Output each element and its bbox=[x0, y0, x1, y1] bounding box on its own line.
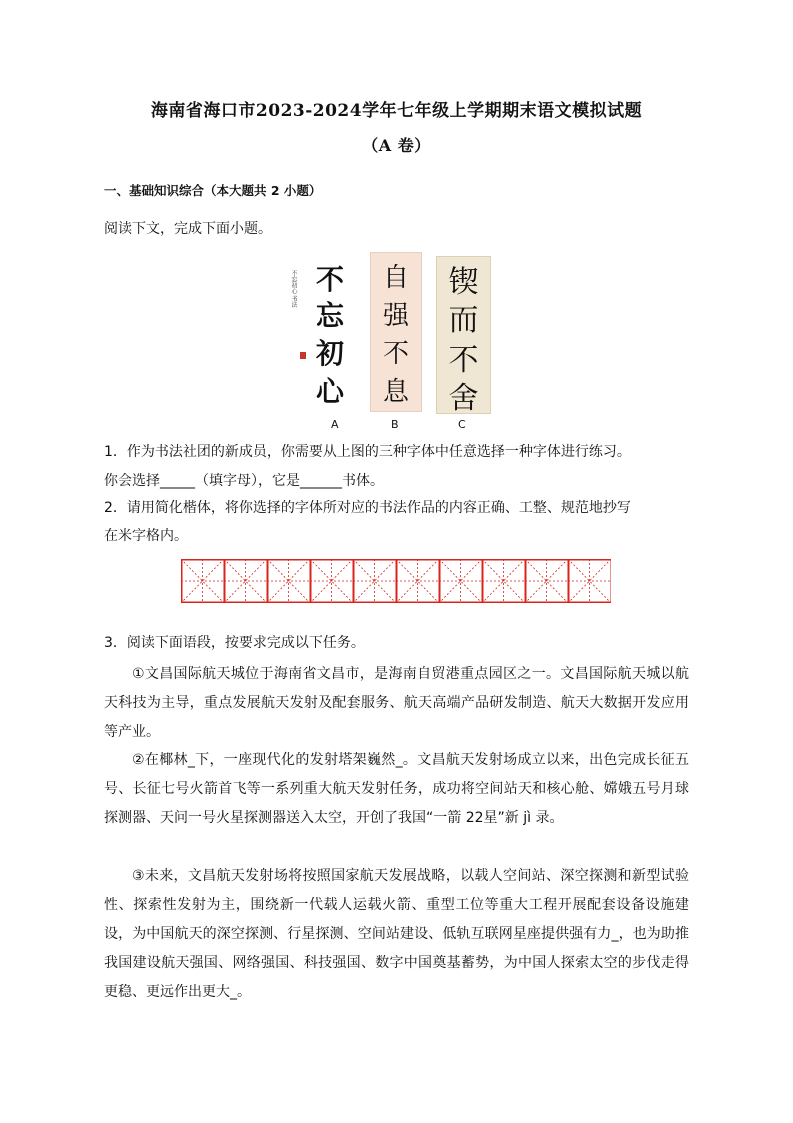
page-subtitle: （A 卷） bbox=[362, 136, 431, 155]
calligraphy-b-char-3: 不 bbox=[382, 339, 409, 369]
calligraphy-c-char-1: 锲 bbox=[448, 265, 479, 300]
calligraphy-b-char-1: 自 bbox=[382, 263, 409, 293]
section-heading: 一、基础知识综合（本大题共 2 小题） bbox=[104, 183, 322, 198]
question-1-line-1: 1．作为书法社团的新成员，你需要从上图的三种字体中任意选择一种字体进行练习。 bbox=[104, 444, 631, 460]
calligraphy-b-image bbox=[370, 252, 422, 412]
calligraphy-a-char-4: 心 bbox=[315, 375, 344, 408]
calligraphy-c-image bbox=[436, 256, 491, 414]
question-2-line-1: 2．请用简化楷体，将你选择的字体所对应的书法作品的内容正确、工整、规范地抄写 bbox=[104, 500, 631, 516]
label-a: A bbox=[331, 418, 339, 431]
calligraphy-a-char-3: 初 bbox=[315, 337, 344, 370]
calligraphy-a-char-1: 不 bbox=[315, 263, 344, 296]
passage-paragraph-1: ①文昌国际航天城位于海南省文昌市，是海南自贸港重点园区之一。文昌国际航天城以航天科技为主导，重点发展航天发射及配套服务、航天高端产品研发制造、航天大数据开发应用等产业。 bbox=[104, 666, 689, 740]
calligraphy-b-char-4: 息 bbox=[382, 377, 409, 407]
passage-paragraph-2: ②在椰林_下，一座现代化的发射塔架巍然_。文昌航天发射场成立以来，出色完成长征五号、长征七号火箭首飞等一系列重大航天发射任务，成功将空间站天和核心舱、嫦娥五号月球探测器、天问一号火星探测器送入太空，开创了我国“一箭 22星”新 jì 录。 bbox=[104, 752, 689, 826]
calligraphy-a-char-2: 忘 bbox=[315, 299, 344, 332]
label-b: B bbox=[391, 418, 399, 431]
calligraphy-c-char-2: 而 bbox=[448, 303, 479, 338]
question-3-heading: 3．阅读下面语段，按要求完成以下任务。 bbox=[104, 635, 365, 651]
calligraphy-a-inscription: 不忘初心 书法 bbox=[290, 270, 297, 308]
calligraphy-c-char-3: 不 bbox=[448, 343, 479, 378]
question-1-line-2: 你会选择_____（填字母），它是______书体。 bbox=[104, 473, 384, 489]
passage-paragraph-3: ③未来，文昌航天发射场将按照国家航天发展战略，以载人空间站、深空探测和新型试验性、探索性发射为主，围绕新一代载人运载火箭、重型工位等重大工程开展配套设备设施建设，为中国航天的深空探测、行星探测、空间站建设、低轨互联网星座提供强有力_，也为助推我国建设航天强国、网络强国、科技强国、数字中国奠基蓄势，为中国人探索太空的步伐走得更稳、更远作出更大_。 bbox=[104, 868, 689, 1000]
label-c: C bbox=[458, 418, 466, 431]
calligraphy-a-image bbox=[288, 256, 352, 412]
page-title: 海南省海口市2023-2024学年七年级上学期期末语文模拟试题 bbox=[150, 101, 643, 121]
calligraphy-b-char-2: 强 bbox=[382, 301, 409, 331]
question-2-line-2: 在米字格内。 bbox=[104, 528, 188, 544]
intro-text: 阅读下文，完成下面小题。 bbox=[104, 221, 272, 237]
mizi-grid[interactable] bbox=[181, 559, 611, 603]
calligraphy-c-char-4: 舍 bbox=[448, 381, 479, 416]
calligraphy-a-seal bbox=[300, 352, 306, 359]
